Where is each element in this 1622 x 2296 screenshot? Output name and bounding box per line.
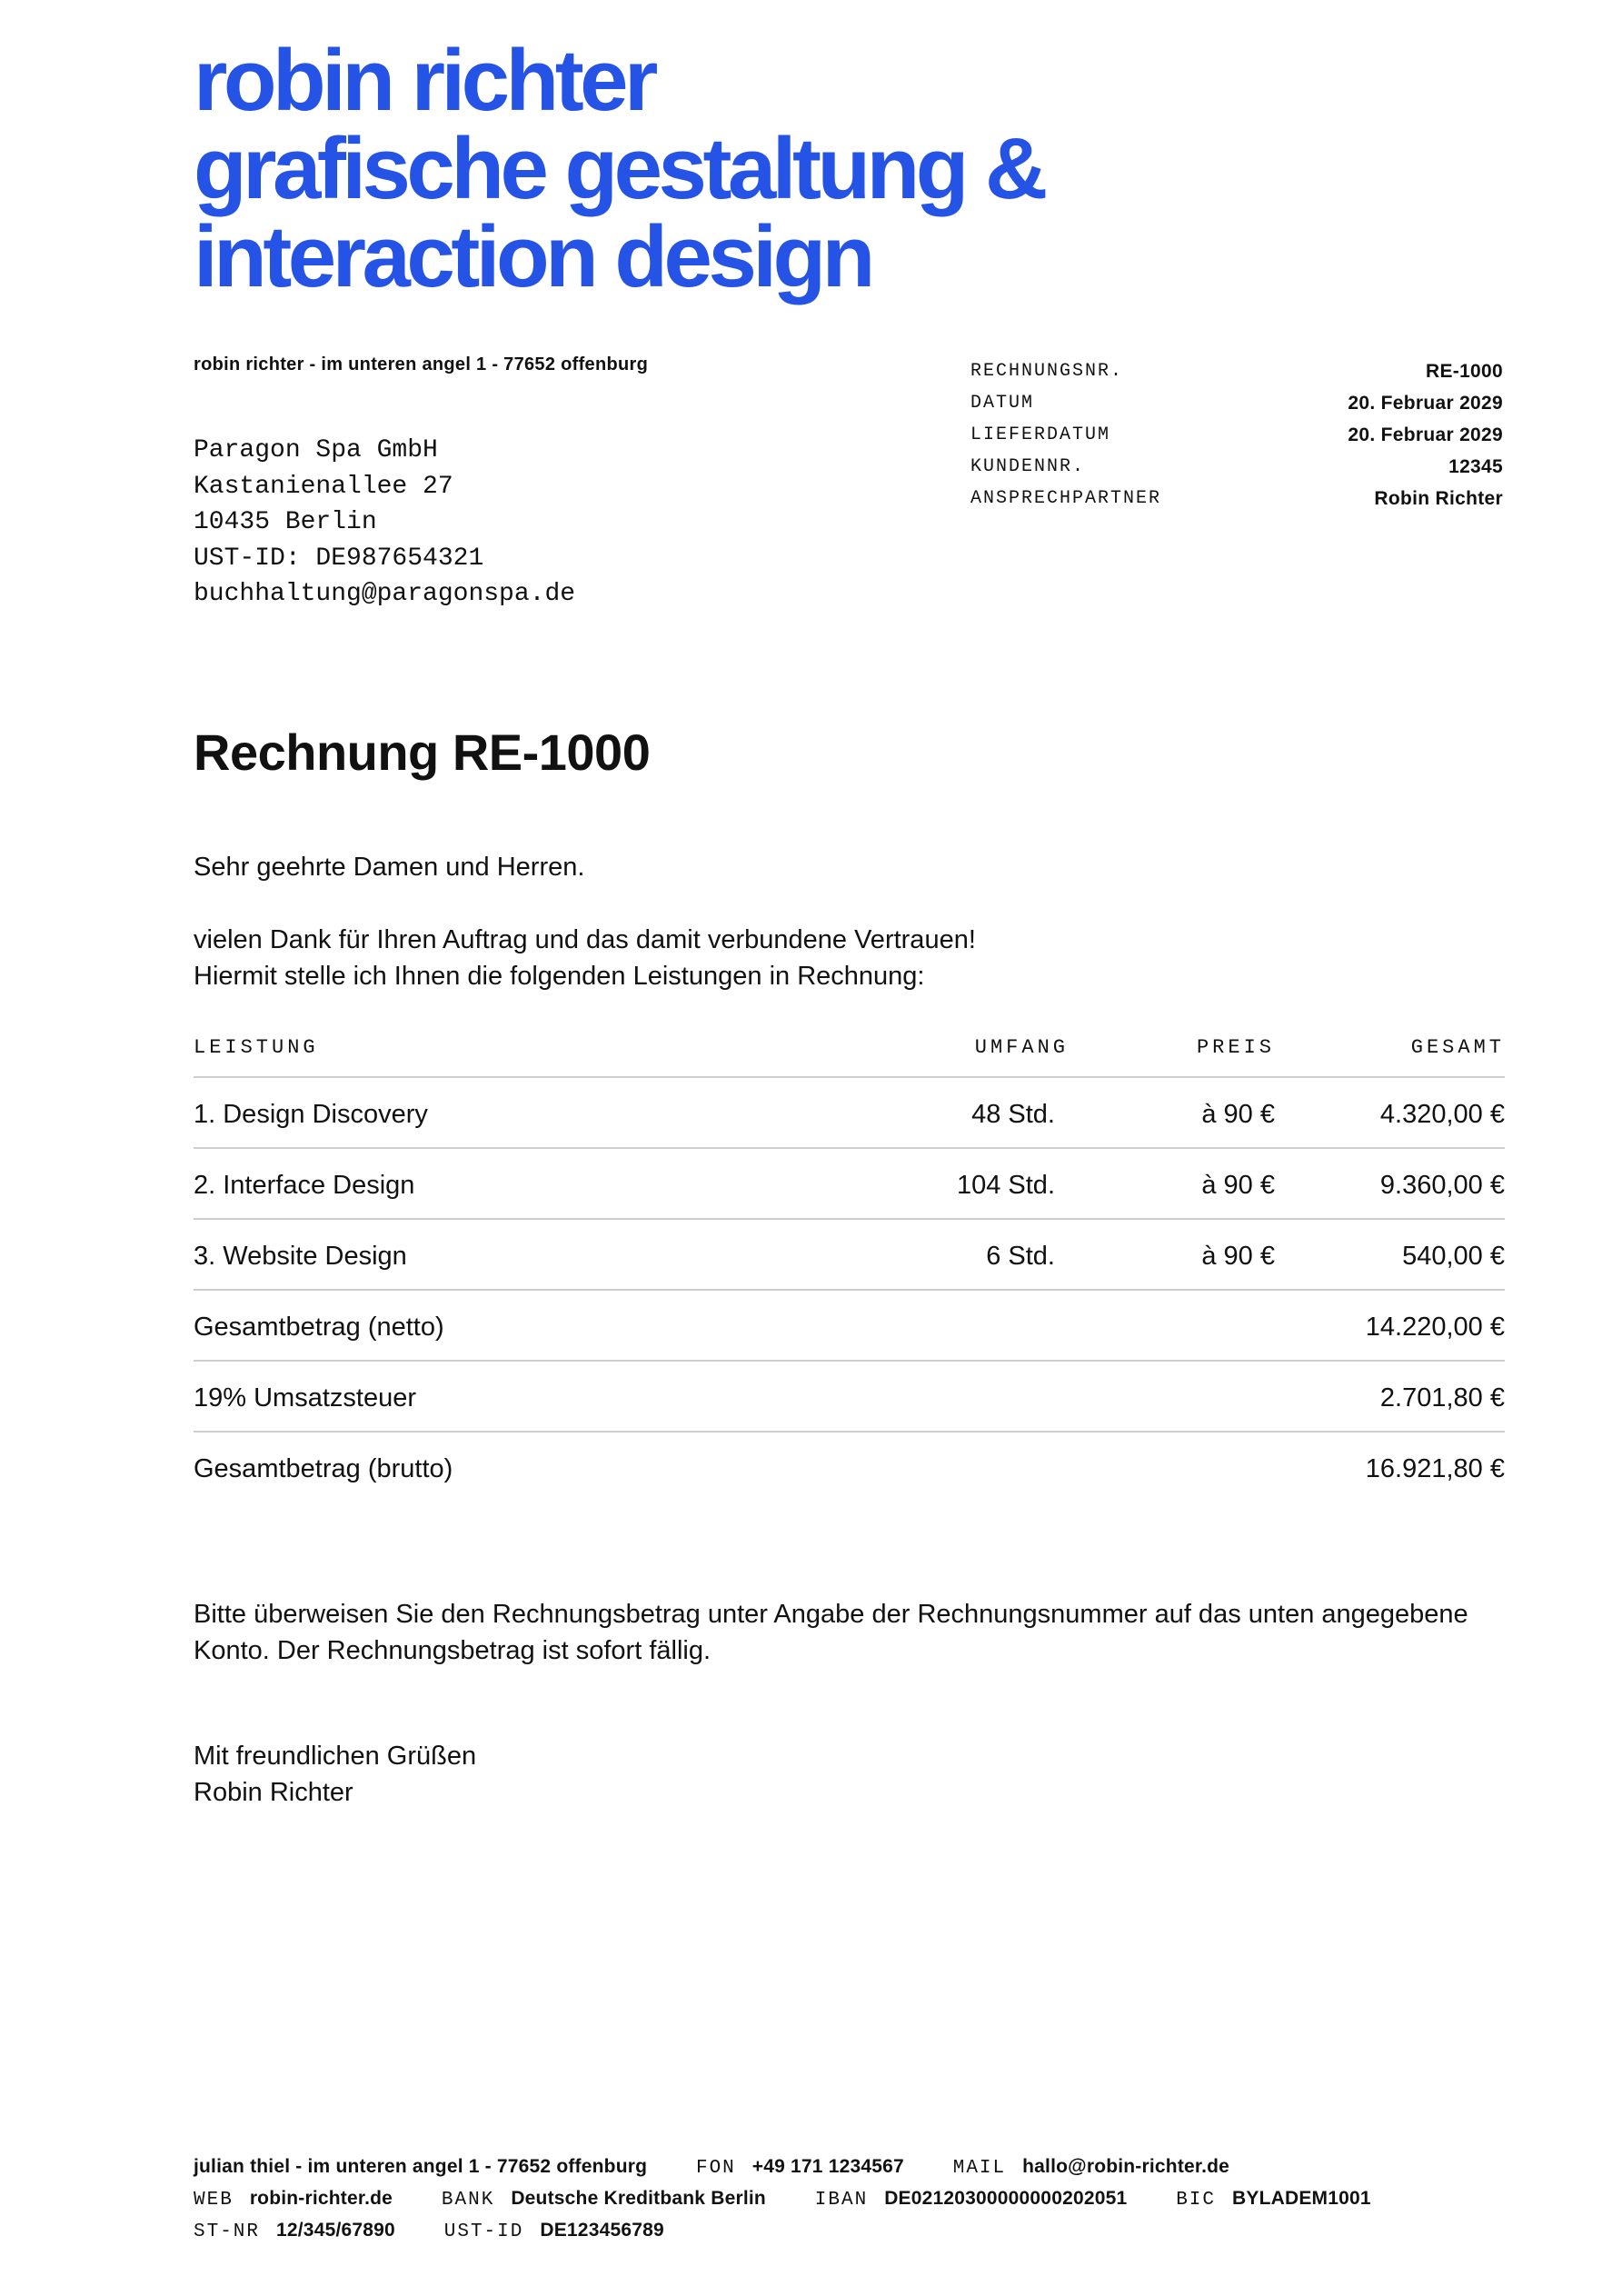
item-price: à 90 € <box>1201 1242 1275 1271</box>
table-row <box>194 1220 1505 1291</box>
meta-label: KUNDENNR. <box>970 456 1086 477</box>
footer-row <box>194 2183 1415 2215</box>
meta-value: 12345 <box>1448 455 1503 477</box>
item-price: à 90 € <box>1201 1100 1275 1129</box>
recipient-street: Kastanienallee 27 <box>194 472 453 501</box>
footer-label: IBAN <box>814 2190 869 2211</box>
intro-text <box>194 922 976 994</box>
item-quantity: 6 Std. <box>986 1242 1055 1271</box>
brand-line: interaction design <box>194 208 871 305</box>
summary-value: 14.220,00 € <box>1365 1313 1505 1342</box>
footer <box>194 2151 1415 2247</box>
footer-bank: Deutsche Kreditbank Berlin <box>511 2188 766 2209</box>
meta-row-delivery-date <box>970 419 1503 451</box>
table-row <box>194 1149 1505 1220</box>
summary-row-net <box>194 1291 1505 1362</box>
header-quantity: UMFANG <box>974 1036 1069 1059</box>
item-description: 1. Design Discovery <box>194 1100 428 1129</box>
sender-address-line: robin richter - im unteren angel 1 - 77652 offenburg <box>194 354 649 374</box>
invoice-title: Rechnung RE-1000 <box>194 724 651 781</box>
table-row <box>194 1078 1505 1149</box>
signoff-name: Robin Richter <box>194 1778 353 1807</box>
invoice-table <box>194 1027 1505 1503</box>
summary-label: Gesamtbetrag (brutto) <box>194 1454 453 1483</box>
header-total: GESAMT <box>1410 1036 1505 1059</box>
footer-iban: DE02120300000000202051 <box>884 2188 1128 2209</box>
footer-email: hallo@robin-richter.de <box>1022 2156 1230 2177</box>
footer-label: WEB <box>194 2190 234 2211</box>
item-price: à 90 € <box>1201 1171 1275 1200</box>
footer-label: BIC <box>1176 2190 1217 2211</box>
footer-phone: +49 171 1234567 <box>751 2156 904 2177</box>
invoice-meta <box>970 355 1503 514</box>
meta-value: 20. Februar 2029 <box>1348 392 1503 414</box>
item-description: 2. Interface Design <box>194 1171 415 1200</box>
meta-label: ANSPRECHPARTNER <box>970 488 1162 509</box>
brand-line: robin richter <box>194 32 654 129</box>
meta-label: RECHNUNGSNR. <box>970 361 1124 382</box>
footer-label: UST-ID <box>443 2221 524 2242</box>
recipient-vat-id: UST-ID: DE987654321 <box>194 544 484 573</box>
recipient-company: Paragon Spa GmbH <box>194 436 438 464</box>
meta-row-customer-number <box>970 451 1503 483</box>
footer-row <box>194 2215 1415 2247</box>
footer-row <box>194 2151 1415 2183</box>
meta-label: LIEFERDATUM <box>970 424 1111 445</box>
item-total: 9.360,00 € <box>1379 1171 1505 1200</box>
header-service: LEISTUNG <box>194 1036 319 1059</box>
greeting: Sehr geehrte Damen und Herren. <box>194 853 585 882</box>
item-description: 3. Website Design <box>194 1242 407 1271</box>
footer-website: robin-richter.de <box>249 2188 393 2209</box>
meta-label: DATUM <box>970 393 1035 414</box>
footer-bic: BYLADEM1001 <box>1232 2188 1371 2209</box>
meta-value: 20. Februar 2029 <box>1348 424 1503 445</box>
meta-row-date <box>970 387 1503 419</box>
summary-label: 19% Umsatzsteuer <box>194 1383 416 1413</box>
table-header-row <box>194 1027 1505 1078</box>
intro-line: vielen Dank für Ihren Auftrag und das damit verbundene Vertrauen! <box>194 925 976 954</box>
footer-label: MAIL <box>952 2158 1007 2179</box>
summary-value: 16.921,80 € <box>1365 1454 1505 1483</box>
item-quantity: 104 Std. <box>956 1171 1055 1200</box>
summary-label: Gesamtbetrag (netto) <box>194 1313 444 1342</box>
summary-value: 2.701,80 € <box>1379 1383 1505 1413</box>
recipient-city: 10435 Berlin <box>194 508 377 536</box>
summary-row-vat <box>194 1362 1505 1433</box>
footer-address: julian thiel - im unteren angel 1 - 77652 offenburg <box>194 2156 648 2177</box>
footer-tax-number: 12/345/67890 <box>276 2220 395 2241</box>
footer-label: ST-NR <box>194 2221 261 2242</box>
summary-row-gross <box>194 1433 1505 1503</box>
brand-line: grafische gestaltung & <box>194 120 1044 217</box>
meta-value: RE-1000 <box>1426 360 1503 382</box>
meta-row-invoice-number <box>970 355 1503 387</box>
recipient-address <box>194 433 575 613</box>
item-total: 540,00 € <box>1402 1242 1505 1271</box>
payment-instructions: Bitte überweisen Sie den Rechnungsbetrag unter Angabe der Rechnungsnummer auf das unten angegebene Konto. Der Rechnungsbetrag ist sofort fällig. <box>194 1600 1468 1665</box>
item-total: 4.320,00 € <box>1379 1100 1505 1129</box>
item-quantity: 48 Std. <box>971 1100 1055 1129</box>
meta-value: Robin Richter <box>1374 487 1503 509</box>
footer-label: BANK <box>441 2190 495 2211</box>
brand-logo-text <box>194 32 1044 305</box>
header-price: PREIS <box>1196 1036 1275 1059</box>
footer-label: FON <box>695 2158 736 2179</box>
recipient-email: buchhaltung@paragonspa.de <box>194 580 576 608</box>
signoff-greeting: Mit freundlichen Grüßen <box>194 1742 477 1771</box>
signoff <box>194 1738 476 1811</box>
footer-vat-id: DE123456789 <box>540 2220 664 2241</box>
meta-row-contact <box>970 483 1503 514</box>
intro-line: Hiermit stelle ich Ihnen die folgenden Leistungen in Rechnung: <box>194 962 925 991</box>
